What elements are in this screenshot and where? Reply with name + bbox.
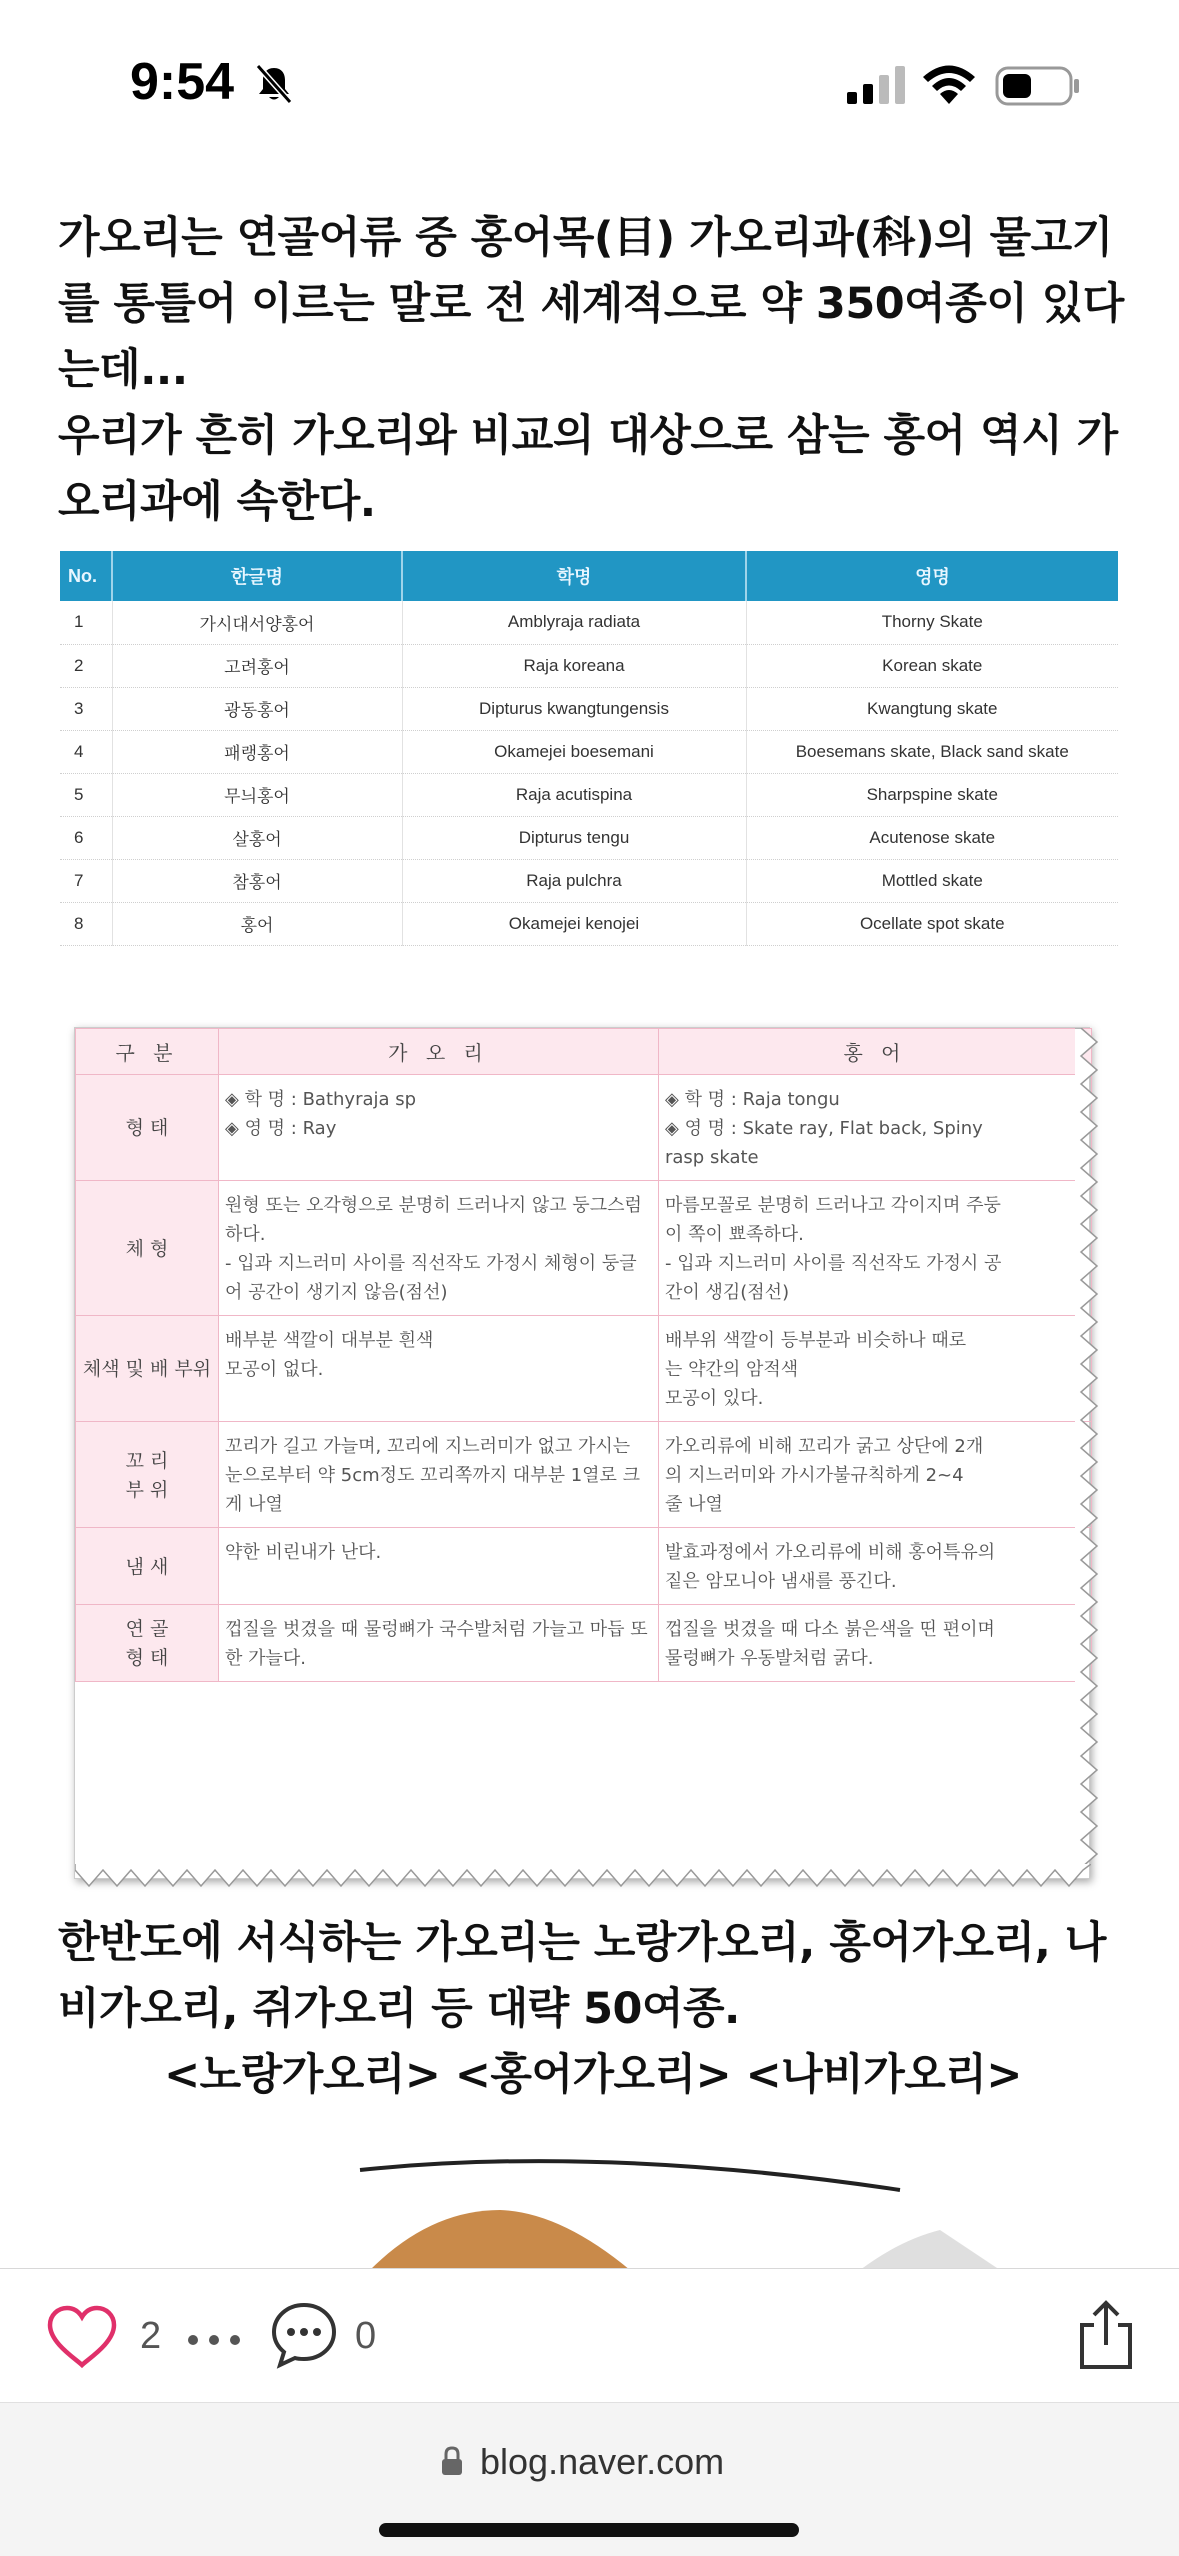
status-time: 9:54: [130, 53, 235, 111]
cell-english-name: Boesemans skate, Black sand skate: [746, 730, 1118, 773]
table-row: [60, 773, 1118, 816]
header-scientific-name: 학명: [402, 551, 746, 601]
compare-cell-category: 체색 및 배 부위: [76, 1316, 219, 1422]
cell-korean-name: 고려홍어: [112, 644, 402, 687]
cell-korean-name: 패랭홍어: [112, 730, 402, 773]
ray-photo: [300, 2150, 1000, 2270]
compare-cell-ray: 약한 비린내가 난다.: [219, 1528, 659, 1605]
compare-cell-category: 냄 새: [76, 1528, 219, 1605]
cellular-signal-icon: [845, 64, 907, 106]
header-english-name: 영명: [915, 567, 950, 587]
cell-scientific-name: Raja koreana: [402, 644, 746, 687]
table-row: [76, 1422, 1092, 1528]
bell-slash-icon: [252, 62, 296, 106]
intro-paragraph-2: 우리가 흔히 가오리와 비교의 대상으로 삼는 홍어 역시 가오리과에 속한다.: [58, 411, 1118, 527]
compare-cell-skate: 가오리류에 비해 꼬리가 굵고 상단에 2개 의 지느러미와 가시가불규칙하게 2~4 줄 나열: [659, 1422, 1092, 1528]
cell-english-name: Mottled skate: [746, 859, 1118, 902]
action-bar: [0, 2268, 1179, 2402]
header-no: No.: [60, 551, 112, 601]
table-row: [76, 1605, 1092, 1682]
compare-cell-skate: 껍질을 벗겼을 때 다소 붉은색을 띤 편이며 물렁뼈가 우동발처럼 굵다.: [659, 1605, 1092, 1682]
table-row: [76, 1181, 1092, 1316]
cell-no: 3: [60, 687, 112, 730]
comment-count: 0: [355, 2315, 377, 2357]
url-text[interactable]: blog.naver.com: [480, 2441, 725, 2482]
cell-korean-name: 참홍어: [112, 859, 402, 902]
torn-edge-bottom: [75, 1864, 1091, 1892]
compare-cell-ray: ◈ 학 명 : Bathyraja sp ◈ 영 명 : Ray: [219, 1075, 659, 1181]
cell-no: 2: [60, 644, 112, 687]
species-table: [60, 551, 1118, 946]
compare-cell-category: 꼬 리 부 위: [76, 1422, 219, 1528]
cell-no: 6: [60, 816, 112, 859]
table-row: [60, 902, 1118, 945]
compare-cell-ray: 원형 또는 오각형으로 분명히 드러나지 않고 둥그스럼하다. - 입과 지느러미 사이를 직선작도 가정시 체형이 둥글어 공간이 생기지 않음(점선): [219, 1181, 659, 1316]
cell-scientific-name: Raja pulchra: [402, 859, 746, 902]
compare-header-skate: 홍 어: [659, 1029, 1092, 1075]
like-count: 2: [140, 2315, 162, 2357]
header-korean-name: 한글명: [112, 551, 402, 601]
table-row: [60, 859, 1118, 902]
compare-cell-skate: 발효과정에서 가오리류에 비해 홍어특유의 짙은 암모니아 냄새를 풍긴다.: [659, 1528, 1092, 1605]
cell-scientific-name: Amblyraja radiata: [402, 601, 746, 644]
table-row: [60, 601, 1118, 644]
share-icon[interactable]: [1076, 2299, 1136, 2371]
cell-korean-name: 무늬홍어: [112, 773, 402, 816]
table-row: [60, 730, 1118, 773]
comparison-image: [74, 1027, 1090, 1879]
cell-english-name: Korean skate: [746, 644, 1118, 687]
cell-english-name: Kwangtung skate: [746, 687, 1118, 730]
cell-korean-name: 광동홍어: [112, 687, 402, 730]
heart-icon[interactable]: [46, 2305, 118, 2369]
compare-cell-skate: 마름모꼴로 분명히 드러나고 각이지며 주둥 이 쪽이 뾰족하다. - 입과 지느러미 사이를 직선작도 가정시 공 간이 생김(점선): [659, 1181, 1092, 1316]
browser-url-bar[interactable]: [0, 2402, 1179, 2556]
comparison-table: [75, 1028, 1092, 1682]
compare-cell-ray: 꼬리가 길고 가늘며, 꼬리에 지느러미가 없고 가시는 눈으로부터 약 5cm정도 꼬리쪽까지 대부분 1열로 크게 나열: [219, 1422, 659, 1528]
table-row: [60, 687, 1118, 730]
cell-english-name: Thorny Skate: [746, 601, 1118, 644]
table-row: [60, 816, 1118, 859]
cell-scientific-name: Dipturus kwangtungensis: [402, 687, 746, 730]
cell-scientific-name: Okamejei kenojei: [402, 902, 746, 945]
cell-korean-name: 살홍어: [112, 816, 402, 859]
wifi-icon: [920, 62, 978, 106]
intro-paragraph-1: 가오리는 연골어류 중 홍어목(目) 가오리과(科)의 물고기를 통틀어 이르는 말로 전 세계적으로 약 350여종이 있다는데...: [58, 213, 1124, 395]
ray-types-caption: <노랑가오리> <홍어가오리> <나비가오리>: [164, 2050, 1022, 2100]
comment-icon[interactable]: [270, 2301, 338, 2369]
cell-english-name: Sharpspine skate: [746, 773, 1118, 816]
outro-paragraph: 한반도에 서식하는 가오리는 노랑가오리, 홍어가오리, 나비가오리, 쥐가오리 등 대략 50여종.: [58, 1918, 1106, 2034]
table-row: [76, 1528, 1092, 1605]
compare-cell-skate: ◈ 학 명 : Raja tongu ◈ 영 명 : Skate ray, Flat back, Spiny rasp skate: [659, 1075, 1092, 1181]
compare-header-category: 구 분: [76, 1029, 219, 1075]
compare-cell-category: 연 골 형 태: [76, 1605, 219, 1682]
table-row: [76, 1316, 1092, 1422]
cell-no: 1: [60, 601, 112, 644]
table-row: [76, 1075, 1092, 1181]
cell-no: 5: [60, 773, 112, 816]
more-icon[interactable]: [186, 2333, 242, 2347]
article-intro: [58, 205, 1128, 535]
compare-cell-ray: 배부분 색깔이 대부분 흰색 모공이 없다.: [219, 1316, 659, 1422]
cell-english-name: Ocellate spot skate: [746, 902, 1118, 945]
compare-header-ray: 가 오 리: [219, 1029, 659, 1075]
compare-cell-category: 형 태: [76, 1075, 219, 1181]
species-table-header: [60, 551, 1118, 601]
cell-korean-name: 가시대서양홍어: [112, 601, 402, 644]
cell-scientific-name: Dipturus tengu: [402, 816, 746, 859]
cell-no: 7: [60, 859, 112, 902]
cell-english-name: Acutenose skate: [746, 816, 1118, 859]
species-table-body: [60, 601, 1118, 945]
comparison-table-body: [76, 1075, 1092, 1682]
home-indicator: [379, 2523, 799, 2537]
cell-no: 4: [60, 730, 112, 773]
compare-cell-ray: 껍질을 벗겼을 때 물렁뼈가 국수발처럼 가늘고 마듭 또한 가늘다.: [219, 1605, 659, 1682]
cell-no: 8: [60, 902, 112, 945]
status-bar: [0, 0, 1179, 150]
torn-edge-right: [1075, 1028, 1103, 1880]
battery-icon: [995, 66, 1081, 106]
article-outro: [58, 1910, 1128, 2108]
compare-cell-skate: 배부위 색깔이 등부분과 비슷하나 때로 는 약간의 암적색 모공이 있다.: [659, 1316, 1092, 1422]
lock-icon: [440, 2445, 464, 2477]
compare-cell-category: 체 형: [76, 1181, 219, 1316]
cell-scientific-name: Raja acutispina: [402, 773, 746, 816]
cell-korean-name: 홍어: [112, 902, 402, 945]
table-row: [60, 644, 1118, 687]
cell-scientific-name: Okamejei boesemani: [402, 730, 746, 773]
